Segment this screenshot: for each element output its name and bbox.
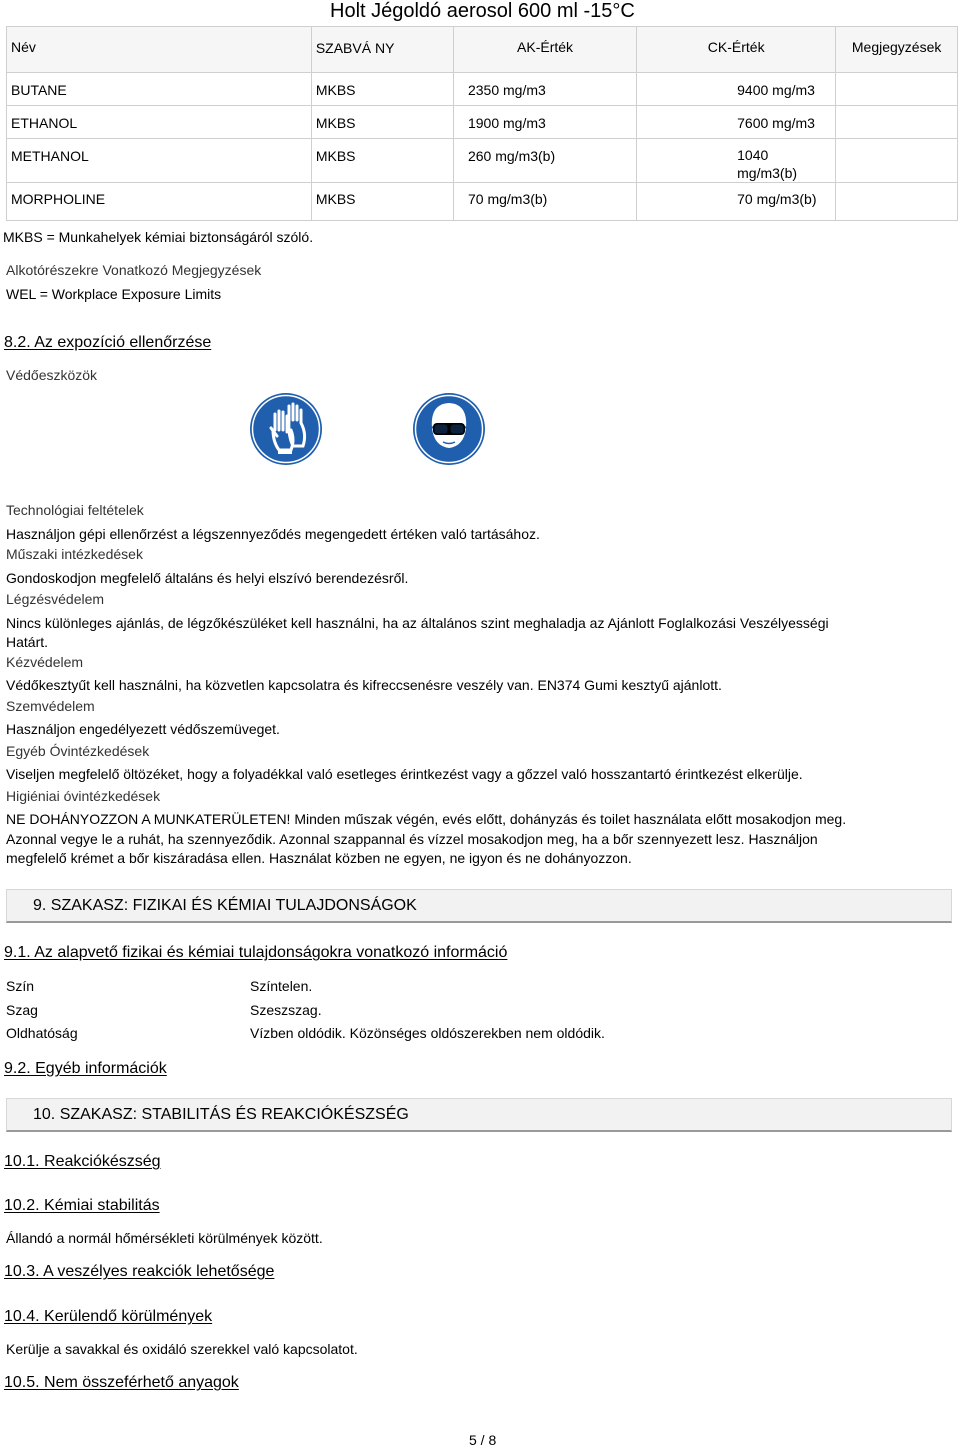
other-precautions-label: Egyéb Óvintézkedések xyxy=(6,743,150,759)
hand-protection-text: Védőkesztyűt kell használni, ha közvetlen kapcsolatra és kifreccsenésre veszély van. EN374 Gumi kesztyű ajánlott. xyxy=(6,677,722,693)
cell-name: METHANOL xyxy=(7,139,312,183)
section-10-3-heading: 10.3. A veszélyes reakciók lehetősége xyxy=(4,1263,275,1280)
respiratory-label: Légzésvédelem xyxy=(6,591,105,607)
mkbs-note: MKBS = Munkahelyek kémiai biztonságáról szóló. xyxy=(3,229,314,245)
wel-note: WEL = Workplace Exposure Limits xyxy=(6,286,222,302)
hygiene-text-2: Azonnal vegye le a ruhát, ha szennyeződik. Azonnal szappannal és vízzel mosakodjon meg, ha a bőr szennyezett lesz. Használjon xyxy=(6,831,818,847)
header-ak: AK-Érték xyxy=(453,27,636,73)
cell-note xyxy=(836,73,958,106)
respiratory-text-2: Határt. xyxy=(6,634,49,650)
engineering-measures-text: Gondoskodjon megfelelő általáns és helyi elszívó berendezésről. xyxy=(6,570,409,586)
tech-conditions-label: Technológiai feltételek xyxy=(6,502,144,518)
cell-standard: MKBS xyxy=(311,106,453,139)
section-9-title: 9. SZAKASZ: FIZIKAI ÉS KÉMIAI TULAJDONSÁGOK xyxy=(33,897,417,914)
other-precautions-text: Viseljen megfelelő öltözéket, hogy a folyadékkal való esetleges érintkezést vagy a gőzzel való hosszantartó érintkezést elkerülje. xyxy=(6,766,803,782)
section-8-2-heading: 8.2. Az expozíció ellenőrzése xyxy=(4,334,212,351)
cell-ak: 1900 mg/m3 xyxy=(453,106,636,139)
cell-ak: 260 mg/m3(b) xyxy=(453,139,636,183)
header-standard: SZABVÁ NY xyxy=(311,27,453,73)
table-row xyxy=(7,183,958,221)
hygiene-label: Higiéniai óvintézkedések xyxy=(6,788,161,804)
cell-ck: 9400 mg/m3 xyxy=(637,73,836,106)
gloves-icon xyxy=(249,392,323,466)
section-9-1-heading: 9.1. Az alapvető fizikai és kémiai tulajdonságokra vonatkozó információ xyxy=(4,944,508,961)
eye-protection-label: Szemvédelem xyxy=(6,698,95,714)
ppe-label: Védőeszközök xyxy=(6,367,98,383)
section-10-title: 10. SZAKASZ: STABILITÁS ÉS REAKCIÓKÉSZSÉG xyxy=(33,1106,409,1123)
table-row xyxy=(7,139,958,183)
tech-conditions-text: Használjon gépi ellenőrzést a légszennyeződés megengedett értéken való tartásához. xyxy=(6,526,540,542)
header-notes: Megjegyzések xyxy=(836,27,958,73)
goggles-icon xyxy=(412,392,486,466)
section-10-2-text: Állandó a normál hőmérsékleti körülmények között. xyxy=(6,1230,323,1246)
cell-standard: MKBS xyxy=(311,139,453,183)
prop-label-color: Szín xyxy=(6,978,35,994)
cell-ck: 1040 mg/m3(b) xyxy=(637,139,836,183)
cell-ck: 70 mg/m3(b) xyxy=(637,183,836,221)
engineering-measures-label: Műszaki intézkedések xyxy=(6,546,143,562)
header-name: Név xyxy=(7,27,312,73)
cell-ck: 7600 mg/m3 xyxy=(637,106,836,139)
section-9-2-heading: 9.2. Egyéb információk xyxy=(4,1060,167,1077)
table-row xyxy=(7,73,958,106)
cell-note xyxy=(836,139,958,183)
section-10-bar xyxy=(6,1098,952,1132)
section-10-5-heading: 10.5. Nem összeférhető anyagok xyxy=(4,1374,239,1391)
cell-name: ETHANOL xyxy=(7,106,312,139)
hand-protection-label: Kézvédelem xyxy=(6,654,84,670)
table-row xyxy=(7,106,958,139)
hygiene-text-3: megfelelő krémet a bőr kiszáradása ellen. Használat közben ne egyen, ne igyon és ne dohányozzon. xyxy=(6,850,632,866)
prop-value-odor: Szeszszag. xyxy=(250,1002,322,1018)
hygiene-text-1: NE DOHÁNYOZZON A MUNKATERÜLETEN! Minden műszak végén, evés előtt, dohányzás és toilet használata előtt mosakodjon meg. xyxy=(6,811,847,827)
section-10-4-text: Kerülje a savakkal és oxidáló szerekkel való kapcsolatot. xyxy=(6,1341,358,1357)
prop-value-solubility: Vízben oldódik. Közönséges oldószerekben nem oldódik. xyxy=(250,1025,605,1041)
page-number: 5 / 8 xyxy=(469,1432,497,1448)
document-title: Holt Jégoldó aerosol 600 ml -15°C xyxy=(330,0,635,22)
cell-name: BUTANE xyxy=(7,73,312,106)
prop-value-color: Színtelen. xyxy=(250,978,313,994)
section-10-2-heading: 10.2. Kémiai stabilitás xyxy=(4,1197,160,1214)
eye-protection-text: Használjon engedélyezett védőszemüveget. xyxy=(6,721,280,737)
cell-ak: 70 mg/m3(b) xyxy=(453,183,636,221)
prop-label-odor: Szag xyxy=(6,1002,38,1018)
prop-label-solubility: Oldhatóság xyxy=(6,1025,78,1041)
respiratory-text-1: Nincs különleges ajánlás, de légzőkészüléket kell használni, ha az általános szint meghaladja az Ajánlott Foglalkozási Veszélyességi xyxy=(6,615,829,631)
exposure-limits-table xyxy=(6,26,958,221)
cell-ak: 2350 mg/m3 xyxy=(453,73,636,106)
section-9-bar xyxy=(6,889,952,923)
cell-standard: MKBS xyxy=(311,183,453,221)
section-10-4-heading: 10.4. Kerülendő körülmények xyxy=(4,1308,213,1325)
components-notes-title: Alkotórészekre Vonatkozó Megjegyzések xyxy=(6,262,262,278)
section-10-1-heading: 10.1. Reakciókészség xyxy=(4,1153,161,1170)
cell-note xyxy=(836,106,958,139)
header-ck: CK-Érték xyxy=(637,27,836,73)
cell-note xyxy=(836,183,958,221)
cell-standard: MKBS xyxy=(311,73,453,106)
cell-name: MORPHOLINE xyxy=(7,183,312,221)
table-header-row xyxy=(7,27,958,73)
